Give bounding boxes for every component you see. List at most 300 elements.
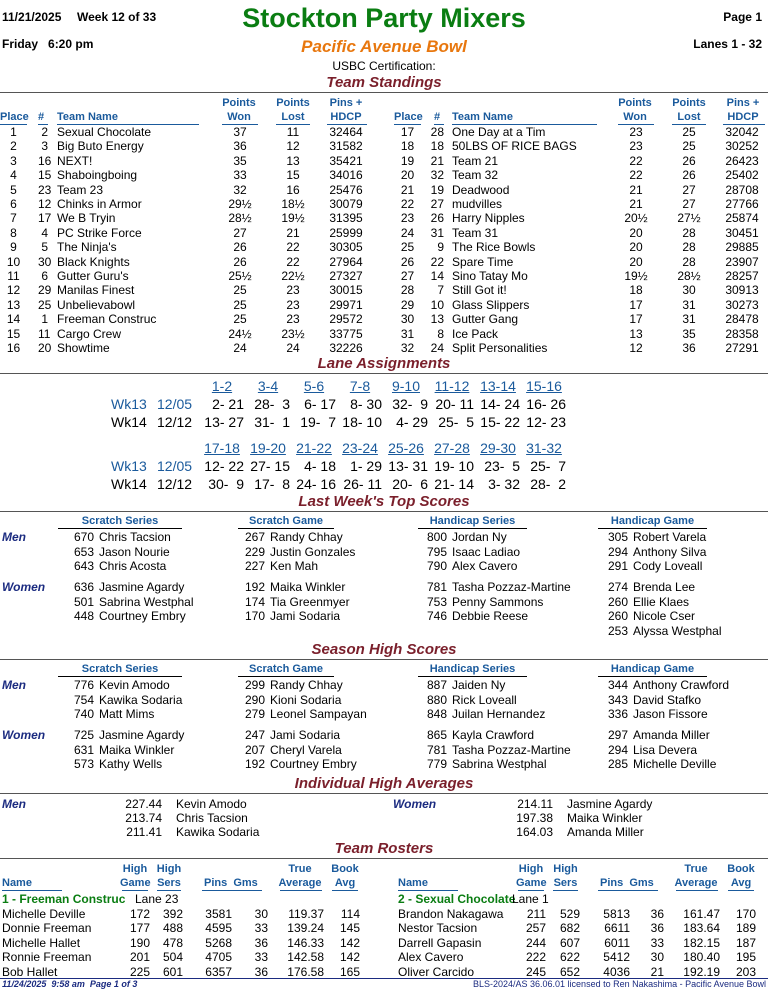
standing-team-number: 27 — [430, 197, 444, 211]
player-high-game: 172 — [129, 907, 150, 921]
player-pins: 5268 — [205, 935, 232, 950]
standing-team-name: Gutter Guru's — [57, 269, 129, 283]
header-points-lost-1: Points — [276, 97, 310, 109]
standing-team-name: Harry Nipples — [452, 211, 525, 226]
score-value: 795 — [426, 544, 447, 559]
standing-pins-hdcp: 23907 — [725, 254, 759, 269]
standing-place: 5 — [10, 182, 17, 197]
roster-header-high-series-1: High — [553, 863, 578, 875]
lane-pair-header: 11-12 — [434, 378, 470, 394]
score-value: 247 — [244, 728, 265, 742]
standing-team-name: The Ninja's — [57, 240, 117, 255]
standing-points-lost: 27 — [682, 197, 696, 211]
bowler-name: Kathy Wells — [99, 757, 163, 771]
player-true-average: 176.58 — [287, 964, 324, 979]
roster-header-name: Name — [2, 877, 32, 889]
score-value: 776 — [73, 678, 94, 692]
bowler-name: Ken Mah — [270, 559, 319, 573]
standing-team-name: Team 23 — [57, 182, 104, 197]
player-games: 36 — [254, 964, 268, 979]
standings-title: Team Standings — [326, 74, 442, 91]
score-value: 848 — [426, 707, 447, 721]
player-name: Michelle Hallet — [2, 935, 81, 950]
lane-matchup: 18- 10 — [342, 414, 382, 430]
header-pins-hdcp-1: Pins + — [329, 97, 363, 109]
player-name: Michelle Deville — [2, 907, 86, 921]
bowler-name: Leonel Sampayan — [270, 707, 367, 721]
score-value: 573 — [73, 757, 94, 771]
standing-place: 9 — [10, 240, 17, 255]
standing-pins-hdcp: 30252 — [725, 139, 759, 154]
lane-pair-header: 23-24 — [342, 440, 378, 456]
lane-pair-header: 1-2 — [211, 378, 233, 394]
score-column-header: Scratch Series — [81, 663, 159, 675]
standing-points-lost: 16 — [286, 182, 300, 197]
lane-matchup: 15- 22 — [480, 414, 520, 430]
standing-team-number: 12 — [38, 197, 52, 211]
bowler-name: Randy Chhay — [270, 530, 343, 544]
standing-team-number: 23 — [38, 182, 52, 197]
standing-pins-hdcp: 27766 — [725, 197, 759, 211]
bowler-name: Chris Tacsion — [99, 530, 171, 544]
standing-team-number: 22 — [430, 254, 444, 269]
score-value: 260 — [607, 594, 628, 609]
bowler-name: Sabrina Westphal — [99, 594, 194, 609]
lane-assignments-title: Lane Assignments — [317, 355, 451, 372]
score-value: 299 — [244, 678, 265, 692]
bowler-name: Lisa Devera — [633, 742, 698, 757]
standing-points-lost: 23 — [286, 283, 300, 298]
standing-pins-hdcp: 29572 — [329, 312, 363, 327]
standing-pins-hdcp: 35421 — [329, 153, 363, 168]
header-points-won-1: Points — [222, 97, 256, 109]
standing-points-won: 23 — [629, 139, 643, 154]
lane-matchup: 19- 7 — [300, 414, 336, 430]
standing-team-number: 21 — [430, 153, 444, 168]
score-value: 274 — [607, 580, 628, 594]
roster-header-pins-games: Pins Gms — [600, 877, 654, 889]
score-value: 501 — [73, 594, 94, 609]
men-label: Men — [2, 530, 26, 544]
player-high-game: 245 — [525, 964, 546, 979]
standing-points-won: 20 — [629, 240, 643, 255]
lane-pair-header: 27-28 — [434, 440, 470, 456]
standing-points-won: 29½ — [228, 197, 252, 211]
roster-header-high-series-1: High — [156, 863, 182, 875]
score-column-header: Handicap Series — [429, 515, 516, 527]
standing-team-number: 10 — [430, 297, 444, 312]
standing-pins-hdcp: 25476 — [329, 182, 363, 197]
standing-points-lost: 35 — [682, 326, 696, 341]
lane-date: 12/12 — [157, 414, 193, 430]
player-name: Ronnie Freeman — [2, 950, 92, 965]
player-book-average: 189 — [735, 921, 756, 936]
score-value: 260 — [607, 609, 628, 623]
player-book-average: 195 — [735, 950, 756, 965]
standing-pins-hdcp: 29971 — [329, 297, 363, 312]
header-place-right: Place — [394, 111, 423, 123]
score-column-header: Scratch Game — [249, 663, 323, 675]
lane-matchup: 4- 29 — [396, 414, 428, 430]
player-true-average: 119.37 — [288, 907, 324, 921]
standing-points-lost: 22 — [286, 240, 300, 255]
standing-team-number: 28 — [430, 125, 444, 139]
player-high-series: 529 — [559, 907, 580, 921]
standing-team-number: 31 — [430, 225, 444, 240]
standing-team-number: 5 — [41, 240, 48, 255]
standing-points-lost: 28 — [682, 240, 696, 255]
standing-points-won: 21 — [629, 182, 643, 197]
standing-points-lost: 31 — [682, 297, 696, 312]
score-value: 880 — [426, 692, 447, 707]
standing-team-number: 9 — [437, 240, 444, 255]
lane-pair-header: 17-18 — [204, 440, 240, 456]
bowler-name: Maika Winkler — [99, 742, 175, 757]
score-column-header: Scratch Game — [249, 515, 323, 527]
standing-points-won: 26 — [233, 254, 247, 269]
standing-pins-hdcp: 29885 — [725, 240, 759, 255]
standing-points-won: 18 — [629, 283, 643, 298]
player-pins: 5412 — [603, 950, 630, 965]
women-label: Women — [393, 797, 437, 811]
bowler-name: Kevin Amodo — [176, 797, 247, 811]
standing-pins-hdcp: 32464 — [329, 125, 363, 139]
standing-points-won: 12 — [629, 341, 643, 355]
divider — [0, 373, 768, 374]
score-value: 192 — [244, 757, 265, 771]
standing-place: 20 — [400, 168, 415, 183]
player-pins: 4036 — [603, 964, 630, 979]
player-games: 30 — [254, 907, 268, 921]
player-pins: 6611 — [604, 921, 630, 936]
standing-team-number: 3 — [41, 139, 48, 154]
standing-pins-hdcp: 30451 — [725, 225, 759, 240]
score-value: 865 — [426, 728, 447, 742]
header-points-lost-2: Lost — [281, 111, 305, 123]
player-high-series: 392 — [162, 907, 183, 921]
roster-header-name: Name — [398, 877, 428, 889]
bowler-name: Alyssa Westphal — [633, 623, 722, 638]
standing-team-name: Showtime — [57, 341, 110, 355]
standing-team-number: 14 — [430, 269, 444, 283]
standing-points-lost: 18½ — [281, 197, 305, 211]
standing-points-won: 22 — [629, 168, 643, 183]
rosters-title: Team Rosters — [334, 840, 434, 857]
player-name: Oliver Carcido — [398, 964, 475, 979]
score-column-header: Handicap Series — [429, 663, 516, 675]
standing-points-won: 20 — [629, 254, 643, 269]
standing-team-number: 25 — [38, 297, 52, 312]
standing-place: 27 — [400, 269, 415, 283]
standing-team-name: Sexual Chocolate — [57, 125, 152, 139]
score-value: 279 — [244, 707, 265, 721]
standing-points-won: 17 — [629, 312, 643, 327]
score-value: 336 — [607, 707, 628, 721]
lane-matchup: 8- 30 — [350, 396, 382, 412]
bowler-name: Amanda Miller — [567, 825, 644, 839]
lane-matchup: 32- 9 — [392, 396, 428, 412]
bowler-name: Courtney Embry — [99, 609, 186, 623]
bowler-name: Tasha Pozzaz-Martine — [452, 742, 571, 757]
bowler-name: Rick Loveall — [452, 692, 517, 707]
score-value: 725 — [73, 728, 94, 742]
bowler-name: Kawika Sodaria — [99, 692, 183, 707]
lane-pair-header: 15-16 — [526, 378, 562, 394]
roster-header-true-average-1: True — [684, 863, 708, 875]
player-games: 36 — [650, 921, 664, 936]
player-book-average: 142 — [339, 935, 360, 950]
standing-pins-hdcp: 30079 — [329, 197, 363, 211]
player-true-average: 183.64 — [683, 921, 720, 936]
standing-points-won: 27 — [233, 225, 247, 240]
lane-matchup: 14- 24 — [480, 396, 520, 412]
roster-header-true-average-1: True — [288, 863, 312, 875]
standing-place: 11 — [7, 269, 20, 283]
lane-pair-header: 7-8 — [349, 378, 371, 394]
standing-pins-hdcp: 26423 — [725, 153, 759, 168]
standing-pins-hdcp: 27291 — [725, 341, 759, 355]
bowler-name: Jami Sodaria — [270, 609, 341, 623]
lane-matchup: 2- 21 — [212, 396, 244, 412]
roster-header-book-average-2: Avg — [334, 877, 356, 889]
bowler-name: Jaiden Ny — [452, 678, 506, 692]
header-points-lost-right-1: Points — [672, 97, 706, 109]
bowler-name: Kawika Sodaria — [176, 825, 260, 839]
score-value: 170 — [244, 609, 265, 623]
lane-matchup: 13- 27 — [204, 414, 244, 430]
header-team-number: # — [38, 111, 45, 123]
standing-points-lost: 28 — [682, 254, 696, 269]
player-high-game: 190 — [129, 935, 150, 950]
standing-points-won: 25 — [233, 312, 247, 327]
player-book-average: 145 — [339, 921, 360, 936]
bowler-name: Sabrina Westphal — [452, 757, 547, 771]
standing-pins-hdcp: 28358 — [725, 326, 759, 341]
standing-team-number: 20 — [38, 341, 52, 355]
standing-team-name: Manilas Finest — [57, 283, 135, 298]
standing-team-name: Unbelievabowl — [57, 297, 136, 312]
standing-pins-hdcp: 32042 — [725, 125, 759, 139]
standing-points-lost: 30 — [682, 283, 696, 298]
roster-header-true-average-2: Average — [278, 877, 322, 889]
header-place: Place — [0, 111, 29, 123]
roster-header-high-series-2: Sers — [553, 877, 578, 889]
roster-header-book-average-1: Book — [727, 863, 755, 875]
standing-place: 12 — [6, 283, 21, 298]
roster-header-high-game-1: High — [518, 863, 544, 875]
lane-pair-header: 13-14 — [480, 378, 516, 394]
bowler-name: Brenda Lee — [633, 580, 696, 594]
lane-pair-header: 31-32 — [526, 440, 562, 456]
player-games: 33 — [254, 950, 268, 965]
standing-points-won: 25 — [233, 283, 247, 298]
lane-matchup: 25- 7 — [530, 458, 566, 474]
standing-place: 32 — [400, 341, 415, 355]
standing-points-lost: 12 — [286, 139, 300, 154]
player-book-average: 187 — [735, 935, 756, 950]
week-label: Week 12 of 33 — [77, 10, 157, 24]
standing-team-number: 26 — [430, 211, 444, 226]
score-value: 253 — [607, 623, 628, 638]
player-games: 21 — [650, 964, 664, 979]
divider — [0, 92, 768, 93]
player-name: Donnie Freeman — [2, 921, 92, 936]
lane-date: 12/12 — [157, 476, 193, 492]
standing-team-number: 4 — [41, 225, 48, 240]
standing-place: 10 — [6, 254, 21, 269]
standing-team-name: Team 32 — [452, 168, 499, 183]
standing-team-number: 8 — [437, 326, 444, 341]
player-book-average: 165 — [339, 964, 360, 979]
standing-place: 29 — [400, 297, 415, 312]
lane-matchup: 4- 18 — [304, 458, 336, 474]
standing-points-lost: 24 — [286, 341, 300, 355]
player-book-average: 142 — [339, 950, 360, 965]
standing-team-name: 50LBS OF RICE BAGS — [452, 139, 577, 154]
player-pins: 6357 — [205, 964, 232, 979]
standing-points-lost: 22½ — [281, 269, 305, 283]
score-value: 290 — [244, 692, 265, 707]
bowler-name: Debbie Reese — [452, 609, 529, 623]
standing-pins-hdcp: 25999 — [329, 225, 363, 240]
bowler-name: Chris Acosta — [99, 559, 167, 573]
score-value: 887 — [426, 678, 447, 692]
player-high-series: 607 — [559, 935, 580, 950]
standing-team-number: 32 — [430, 168, 444, 183]
lane-matchup: 23- 5 — [484, 458, 520, 474]
average-value: 213.74 — [125, 811, 162, 825]
score-column-header: Handicap Game — [610, 515, 695, 527]
score-column-header: Handicap Game — [610, 663, 695, 675]
women-label: Women — [2, 580, 46, 594]
standing-pins-hdcp: 27327 — [329, 269, 363, 283]
player-true-average: 180.40 — [683, 950, 720, 965]
score-value: 753 — [426, 594, 447, 609]
lane-pair-header: 3-4 — [257, 378, 279, 394]
header-points-won-2: Won — [227, 111, 251, 123]
standing-pins-hdcp: 28708 — [725, 182, 759, 197]
player-pins: 3581 — [205, 907, 232, 921]
standing-place: 15 — [6, 326, 21, 341]
bowler-name: Courtney Embry — [270, 757, 357, 771]
player-pins: 5813 — [603, 907, 630, 921]
standing-pins-hdcp: 31582 — [329, 139, 363, 154]
standing-team-name: Still Got it! — [452, 283, 507, 298]
score-value: 294 — [607, 742, 628, 757]
standing-place: 21 — [400, 182, 415, 197]
score-value: 291 — [607, 559, 628, 573]
player-high-game: 244 — [525, 935, 546, 950]
standing-place: 4 — [10, 168, 17, 183]
standing-place: 16 — [6, 341, 21, 355]
standing-points-lost: 27½ — [677, 211, 701, 226]
player-high-game: 201 — [129, 950, 150, 965]
standing-team-name: NEXT! — [57, 153, 93, 168]
lane-matchup: 19- 10 — [434, 458, 474, 474]
standing-points-won: 20 — [629, 225, 643, 240]
standing-points-lost: 31 — [682, 312, 696, 327]
player-high-series: 622 — [559, 950, 580, 965]
bowler-name: Tia Greenmyer — [270, 594, 350, 609]
footer-print-info: 11/24/2025 9:58 am Page 1 of 3 — [2, 979, 138, 989]
lane-matchup: 12- 22 — [204, 458, 244, 474]
score-value: 636 — [73, 580, 94, 594]
bowler-name: Jason Fissore — [633, 707, 708, 721]
lane-matchup: 17- 8 — [254, 476, 290, 492]
bowler-name: Cody Loveall — [633, 559, 703, 573]
bowler-name: Maika Winkler — [567, 811, 643, 825]
player-pins: 4595 — [205, 921, 232, 936]
score-value: 343 — [607, 692, 628, 707]
standing-team-name: Split Personalities — [452, 341, 548, 355]
standing-points-won: 32 — [233, 182, 247, 197]
bowler-name: Amanda Miller — [633, 728, 710, 742]
lane-pair-header: 25-26 — [388, 440, 424, 456]
player-true-average: 192.19 — [683, 964, 720, 979]
standing-points-won: 19½ — [624, 269, 648, 283]
lane-matchup: 26- 11 — [343, 476, 382, 492]
bowler-name: Jasmine Agardy — [99, 580, 185, 594]
standing-team-name: Big Buto Energy — [57, 139, 144, 154]
standing-team-name: PC Strike Force — [57, 225, 142, 240]
standing-team-name: Cargo Crew — [57, 326, 122, 341]
roster-team-lane: Lane 23 — [135, 892, 179, 906]
lane-pair-header: 21-22 — [296, 440, 332, 456]
score-value: 294 — [607, 544, 628, 559]
player-pins: 4705 — [205, 950, 232, 965]
roster-team-name: 2 - Sexual Chocolate — [398, 892, 516, 906]
bowler-name: Chris Tacsion — [176, 811, 248, 825]
standing-points-lost: 27 — [682, 182, 696, 197]
player-high-game: 257 — [525, 921, 546, 936]
score-value: 781 — [426, 742, 447, 757]
bowler-name: Penny Sammons — [452, 594, 544, 609]
standing-points-won: 22 — [629, 153, 643, 168]
lane-date: 12/05 — [157, 458, 193, 474]
men-label: Men — [2, 797, 26, 811]
standing-points-won: 25 — [233, 297, 247, 312]
league-title: Stockton Party Mixers — [242, 3, 526, 33]
lane-week: Wk14 — [111, 414, 147, 430]
standing-team-name: Glass Slippers — [452, 297, 530, 312]
standing-points-lost: 19½ — [281, 211, 305, 226]
standing-team-name: One Day at a Tim — [452, 125, 546, 139]
lane-matchup: 28- 3 — [254, 396, 290, 412]
score-value: 207 — [244, 742, 265, 757]
standing-points-won: 21 — [629, 197, 643, 211]
standing-points-lost: 26 — [682, 168, 696, 183]
player-games: 30 — [650, 950, 664, 965]
player-book-average: 203 — [735, 964, 756, 979]
score-value: 285 — [607, 757, 628, 771]
standing-team-number: 2 — [41, 125, 48, 139]
roster-header-high-series-2: Sers — [157, 877, 181, 889]
standing-team-number: 17 — [38, 211, 52, 226]
standing-points-won: 23 — [629, 125, 643, 139]
bowler-name: Juilan Hernandez — [452, 707, 546, 721]
standing-team-number: 24 — [430, 341, 444, 355]
standing-pins-hdcp: 27964 — [329, 254, 363, 269]
standing-team-name: Deadwood — [452, 182, 510, 197]
bowler-name: Jason Nourie — [99, 544, 170, 559]
bowler-name: Ellie Klaes — [633, 594, 690, 609]
standing-points-won: 28½ — [228, 211, 252, 226]
bowler-name: Michelle Deville — [633, 757, 717, 771]
lane-matchup: 25- 5 — [438, 414, 474, 430]
bowler-name: Anthony Crawford — [633, 678, 730, 692]
score-value: 227 — [244, 559, 265, 573]
averages-title: Individual High Averages — [294, 775, 474, 792]
